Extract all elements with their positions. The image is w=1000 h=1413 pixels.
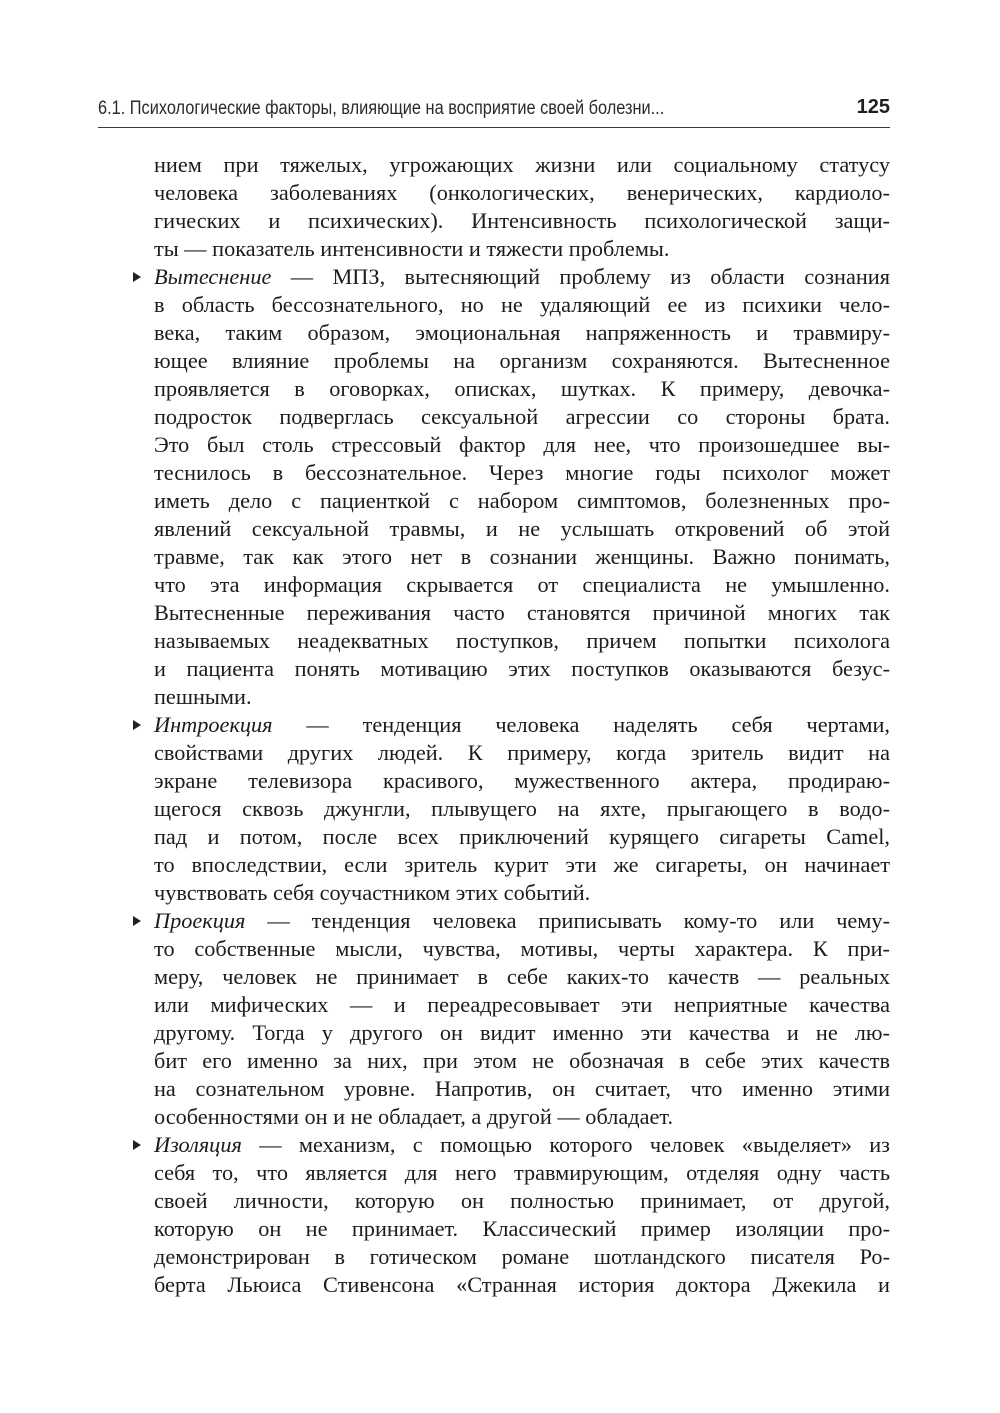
bullet-arrow-icon xyxy=(133,720,141,730)
bullet-arrow-icon xyxy=(133,1140,141,1150)
text-line: своей личности, которую он полностью принимает, от другой, xyxy=(154,1188,890,1213)
list-item-first-line: Вытеснение — МПЗ, вытесняющий проблему из области сознания xyxy=(154,264,890,289)
text-line: особенностями он и не обладает, а другой — обладает. xyxy=(154,1104,674,1129)
list-item-first-line: Интроекция — тенденция человека наделять себя чертами, xyxy=(154,712,890,737)
text-line: бит его именно за них, при этом не обозначая в себе этих качеств xyxy=(154,1048,890,1073)
text-line: пад и потом, после всех приключений курящего сигареты Camel, xyxy=(154,824,890,849)
text-line: Вытесненные переживания часто становятся причиной многих так xyxy=(154,600,890,625)
text-line: себя то, что является для него травмирующим, отделяя одну часть xyxy=(154,1160,890,1185)
term-isolation: Изоляция xyxy=(154,1132,242,1157)
text-line: демонстрирован в готическом романе шотландского писателя Ро- xyxy=(154,1244,890,1269)
text-line: щегося сквозь джунгли, плывущего на яхте, прыгающего в водо- xyxy=(154,796,890,821)
text-line: то впоследствии, если зритель курит эти же сигареты, он начинает xyxy=(154,852,890,877)
list-item-first-line: Изоляция — механизм, с помощью которого человек «выделяет» из xyxy=(154,1132,890,1157)
text-line: что эта информация скрывается от специалиста не умышленно. xyxy=(154,572,890,597)
text-line: нием при тяжелых, угрожающих жизни или социальному статусу xyxy=(154,152,890,177)
text-line: чувствовать себя соучастником этих событий. xyxy=(154,880,591,905)
text-line: меру, человек не принимает в себе каких-то качеств — реальных xyxy=(154,964,890,989)
text-line: гических и психических). Интенсивность психологической защи- xyxy=(154,208,890,233)
text-line: которую он не принимает. Классический пример изоляции про- xyxy=(154,1216,890,1241)
term-repression: Вытеснение xyxy=(154,264,272,289)
running-header xyxy=(98,95,890,128)
text-line: экране телевизора красивого, мужественного актера, продираю- xyxy=(154,768,890,793)
text-line: другому. Тогда у другого он видит именно эти качества и не лю- xyxy=(154,1020,890,1045)
text-line: века, таким образом, эмоциональная напряженность и травмиру- xyxy=(154,320,890,345)
text-line: человека заболеваниях (онкологических, венерических, кардиоло- xyxy=(154,180,890,205)
text-line: явлений сексуальной травмы, и не услышать откровений об этой xyxy=(154,516,890,541)
text-line: или мифических — и переадресовывает эти неприятные качества xyxy=(154,992,890,1017)
text-line: берта Льюиса Стивенсона «Странная история доктора Джекила и xyxy=(154,1272,890,1297)
list-item-first-line: Проекция — тенденция человека приписывать кому-то или чему- xyxy=(154,908,890,933)
text-line: проявляется в оговорках, описках, шутках. К примеру, девочка- xyxy=(154,376,890,401)
text-line: ты — показатель интенсивности и тяжести проблемы. xyxy=(154,236,670,261)
text-line: подросток подверглась сексуальной агрессии со стороны брата. xyxy=(154,404,890,429)
text-line: травме, так как этого нет в сознании женщины. Важно понимать, xyxy=(154,544,890,569)
bullet-arrow-icon xyxy=(133,916,141,926)
text-line: теснилось в бессознательное. Через многие годы психолог может xyxy=(154,460,890,485)
text-line: свойствами других людей. К примеру, когда зритель видит на xyxy=(154,740,890,765)
bullet-arrow-icon xyxy=(133,272,141,282)
chapter-title: 6.1. Психологические факторы, влияющие на восприятие своей болезни... xyxy=(98,98,665,119)
text-line: называемых неадекватных поступков, причем попытки психолога xyxy=(154,628,890,653)
text-line: в область бессознательного, но не удаляющий ее из психики чело- xyxy=(154,292,890,317)
text-line: и пациента понять мотивацию этих поступков оказываются безус- xyxy=(154,656,890,681)
text-line: на сознательном уровне. Напротив, он считает, что именно этими xyxy=(154,1076,890,1101)
text-line: ющее влияние проблемы на организм сохраняются. Вытесненное xyxy=(154,348,890,373)
text-line: пешными. xyxy=(154,684,252,709)
text-line: то собственные мысли, чувства, мотивы, черты характера. К при- xyxy=(154,936,890,961)
text-line: иметь дело с пациенткой с набором симптомов, болезненных про- xyxy=(154,488,890,513)
page-number: 125 xyxy=(856,96,890,118)
text-line: Это был столь стрессовый фактор для нее, что произошедшее вы- xyxy=(154,432,890,457)
term-introjection: Интроекция xyxy=(154,712,273,737)
term-projection: Проекция xyxy=(154,908,246,933)
